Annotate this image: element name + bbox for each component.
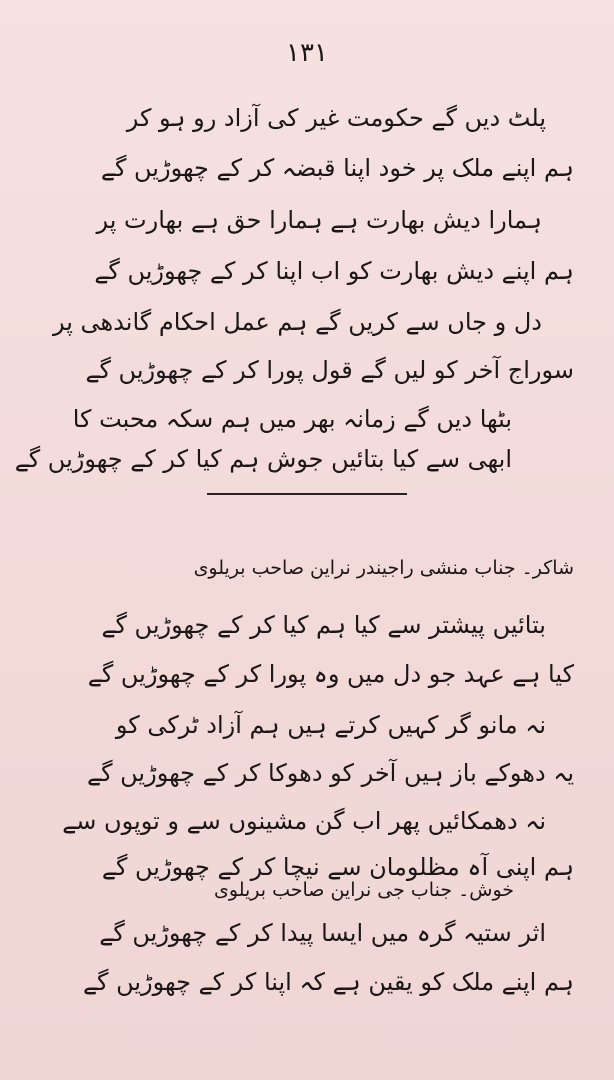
poem3-heading: خوش۔ جناب جی نراین صاحب بریلوی	[214, 879, 514, 901]
poem2-line-1: بتائیں پیشتر سے کیا ہم کیا کر کے چھوڑیں گے	[101, 611, 546, 639]
poem1-line-3: ہمارا دیش بھارت ہے ہمارا حق ہے بھارت پر	[96, 206, 542, 234]
poem1-line-6: سوراج آخر کو لیں گے قول پورا کر کے چھوڑیں گے	[85, 356, 574, 384]
poem2-line-5: نہ دھمکائیں پھر اب گن مشینوں سے و توپوں سے	[62, 807, 546, 835]
poem1-line-7: بٹھا دیں گے زمانہ بھر میں ہم سکہ محبت کا	[72, 405, 512, 433]
poem2-heading: شاکر۔ جناب منشی راجیندر نراین صاحب بریلوی	[193, 557, 574, 579]
poem3-line-1: اثر ستیہ گرہ میں ایسا پیدا کر کے چھوڑیں گے	[99, 919, 546, 947]
poem1-line-4: ہم اپنے دیش بھارت کو اب اپنا کر کے چھوڑیں گے	[94, 257, 574, 285]
page-number: ۱۳۱	[286, 38, 328, 68]
poem2-line-2: کیا ہے عہد جو دل میں وہ پورا کر کے چھوڑیں گے	[87, 660, 574, 688]
poem1-line-8: ابھی سے کیا بتائیں جوش ہم کیا کر کے چھوڑیں گے	[14, 445, 512, 473]
section-divider	[207, 493, 407, 495]
poem1-line-1: پلٹ دیں گے حکومت غیر کی آزاد رو ہو کر	[126, 104, 546, 132]
poem2-line-6: ہم اپنی آہ مظلومان سے نیچا کر کے چھوڑیں گے	[101, 853, 574, 881]
poem2-line-4: یہ دھوکے باز ہیں آخر کو دھوکا کر کے چھوڑیں گے	[87, 759, 574, 787]
poem3-line-2: ہم اپنے ملک کو یقین ہے کہ اپنا کر کے چھوڑیں گے	[82, 968, 574, 996]
poem1-line-5: دل و جاں سے کریں گے ہم عمل احکام گاندھی پر	[53, 308, 542, 336]
poem1-line-2: ہم اپنے ملک پر خود اپنا قبضہ کر کے چھوڑیں گے	[100, 154, 574, 182]
poem2-line-3: نہ مانو گر کہیں کرتے ہیں ہم آزاد ٹرکی کو	[115, 711, 546, 739]
